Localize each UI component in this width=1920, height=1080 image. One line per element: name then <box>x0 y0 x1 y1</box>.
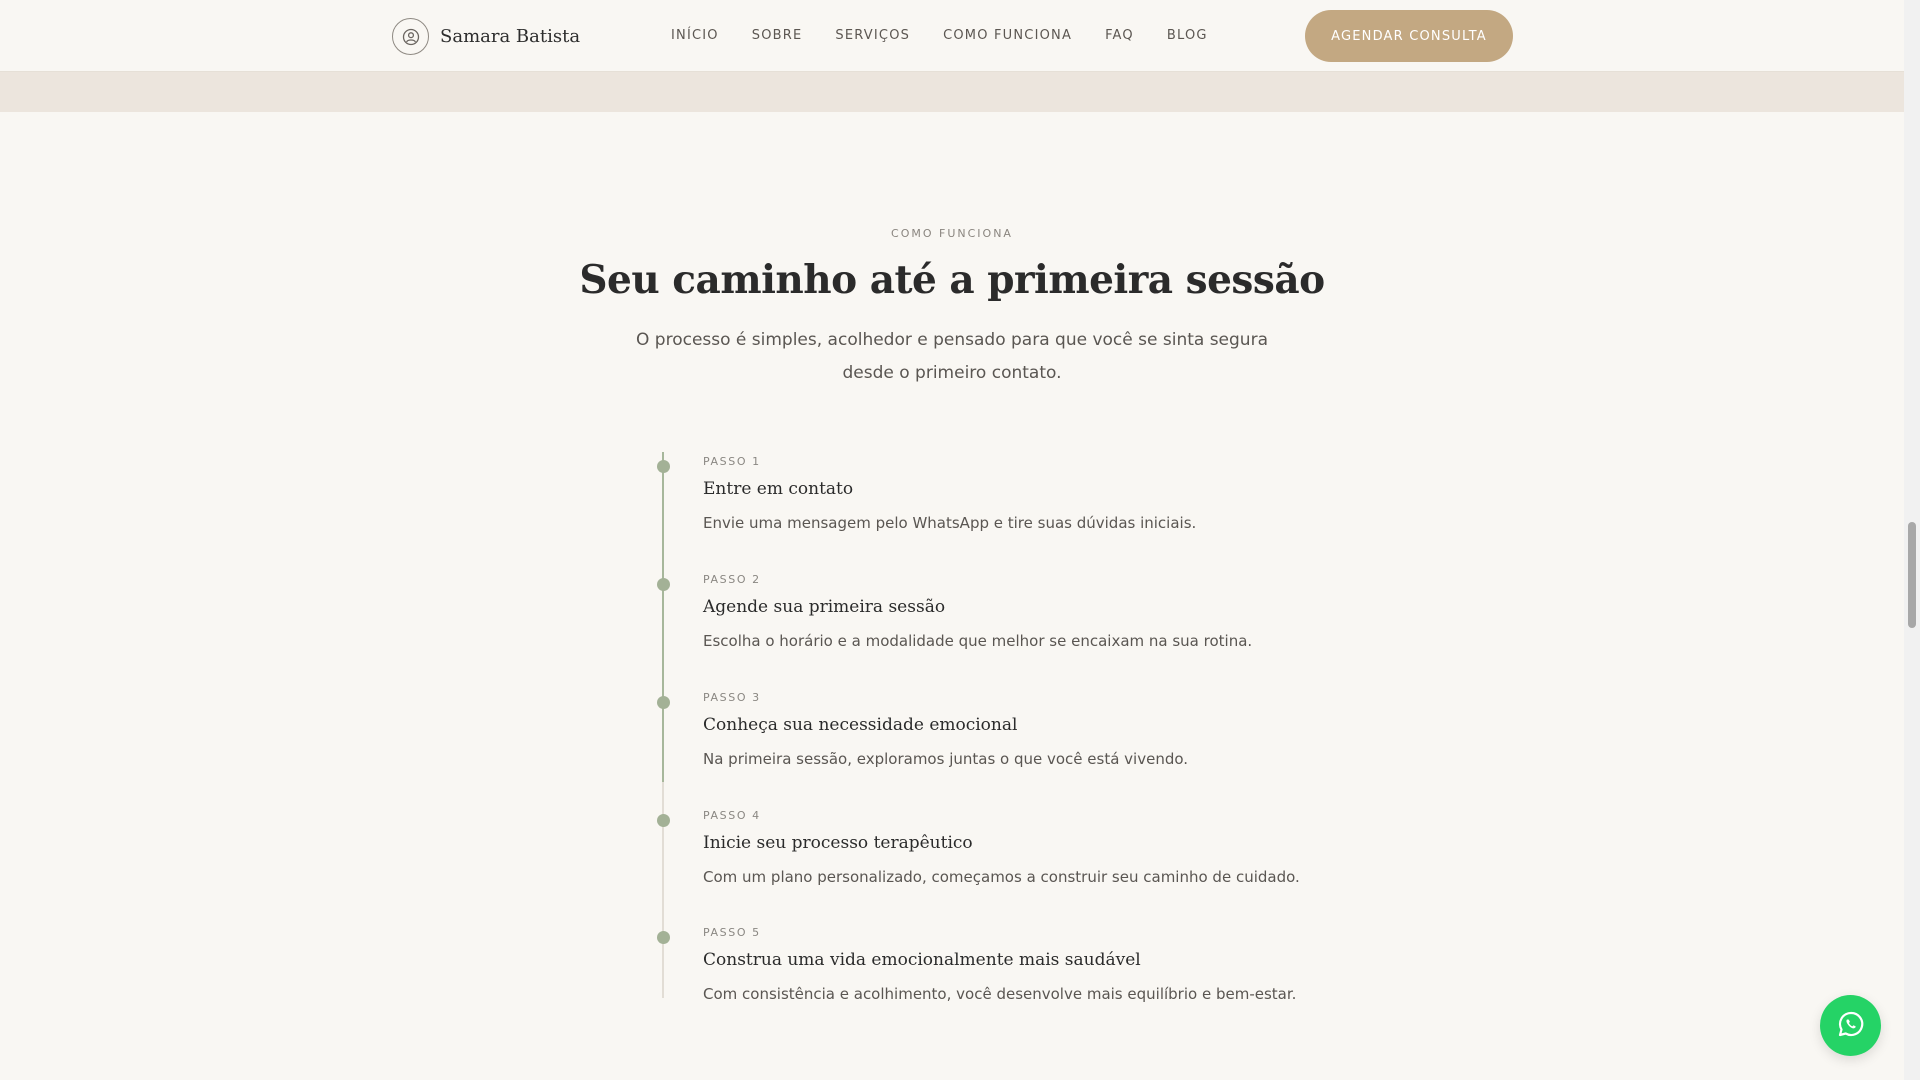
step-title: Conheça sua necessidade emocional <box>703 715 1018 735</box>
schedule-consultation-button[interactable]: AGENDAR CONSULTA <box>1305 10 1513 62</box>
step-label: PASSO 1 <box>703 455 761 468</box>
user-circle-icon <box>392 18 429 55</box>
step-title: Entre em contato <box>703 479 854 499</box>
step-description: Envie uma mensagem pelo WhatsApp e tire suas dúvidas iniciais. <box>703 514 1197 532</box>
step-description: Escolha o horário e a modalidade que melhor se encaixam na sua rotina. <box>703 632 1253 650</box>
section-subtitle: O processo é simples, acolhedor e pensado para que você se sinta segura desde o primeiro contato. <box>636 330 1268 383</box>
step-label: PASSO 5 <box>703 926 761 939</box>
nav-blog[interactable]: BLOG <box>1166 28 1208 43</box>
brand[interactable] <box>392 18 580 55</box>
step-description: Com consistência e acolhimento, você desenvolve mais equilíbrio e bem-estar. <box>703 985 1297 1003</box>
step-label: PASSO 2 <box>703 573 761 586</box>
step-title: Construa uma vida emocionalmente mais saudável <box>703 950 1141 970</box>
nav-faq[interactable]: FAQ <box>1105 28 1134 43</box>
step-dot <box>657 578 670 591</box>
step-5 <box>0 923 1904 1041</box>
step-4 <box>0 806 1904 924</box>
step-label: PASSO 3 <box>703 691 761 704</box>
step-description: Com um plano personalizado, começamos a construir seu caminho de cuidado. <box>703 868 1300 886</box>
whatsapp-button[interactable] <box>1820 995 1881 1056</box>
step-dot <box>657 931 670 944</box>
nav-como-funciona[interactable]: COMO FUNCIONA <box>943 28 1073 43</box>
step-label: PASSO 4 <box>703 809 761 822</box>
step-3 <box>0 688 1904 806</box>
section-divider-band <box>0 72 1904 112</box>
step-dot <box>657 814 670 827</box>
step-dot <box>657 696 670 709</box>
main-nav <box>671 28 1208 43</box>
page-scrollbar[interactable] <box>1904 0 1920 1080</box>
step-title: Inicie seu processo terapêutico <box>703 833 973 853</box>
scrollbar-thumb[interactable] <box>1908 522 1916 628</box>
how-it-works-section <box>0 112 1904 1080</box>
step-2 <box>0 570 1904 688</box>
nav-sobre[interactable]: SOBRE <box>751 28 803 43</box>
step-description: Na primeira sessão, exploramos juntas o que você está vivendo. <box>703 750 1189 768</box>
step-dot <box>657 460 670 473</box>
step-title: Agende sua primeira sessão <box>703 597 946 617</box>
site-header <box>0 0 1904 72</box>
section-title: Seu caminho até a primeira sessão <box>579 257 1325 303</box>
nav-servicos[interactable]: SERVIÇOS <box>835 28 911 43</box>
whatsapp-icon <box>1836 1009 1866 1043</box>
brand-name: Samara Batista <box>440 26 581 47</box>
step-1 <box>0 452 1904 570</box>
section-eyebrow: COMO FUNCIONA <box>891 227 1013 240</box>
nav-inicio[interactable]: INÍCIO <box>671 28 719 43</box>
